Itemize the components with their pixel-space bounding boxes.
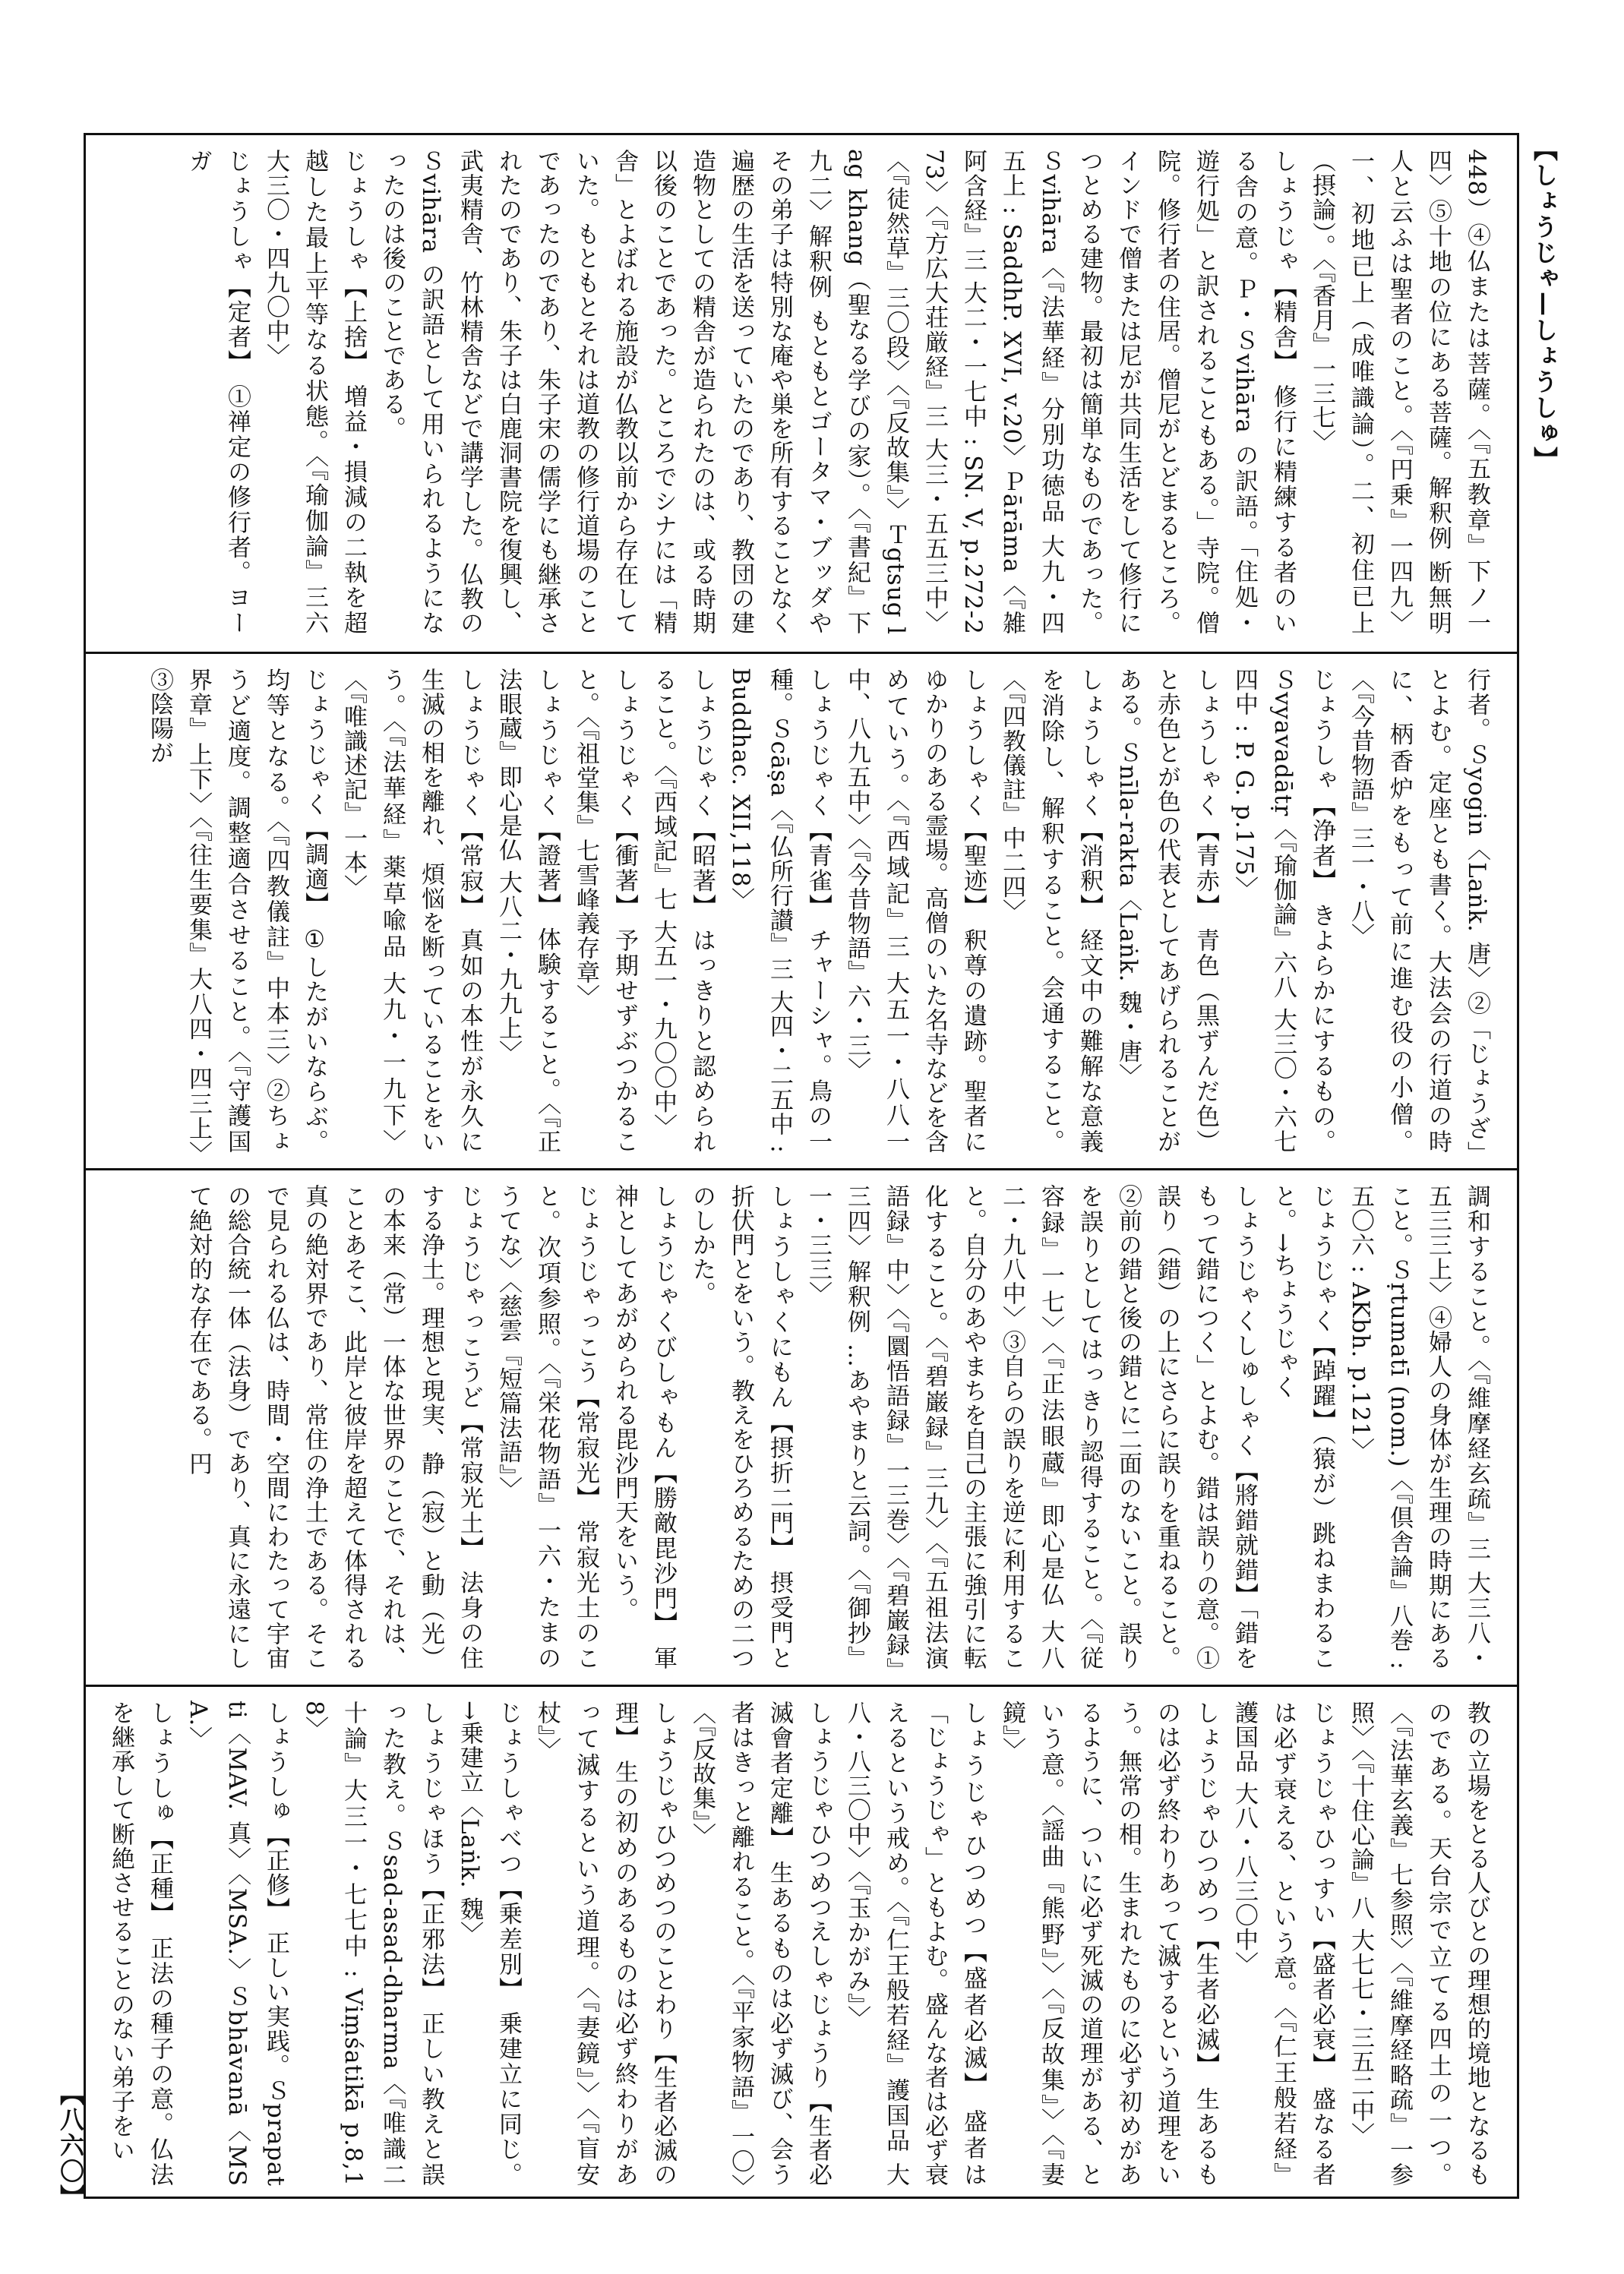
tier-2 (86, 652, 1517, 1168)
tier-4 (86, 1685, 1517, 2201)
tier-3 (86, 1168, 1517, 1685)
tier-1-text: 448）④仏または菩薩。〈『五教章』下ノ一四〉⑤十地の位にある菩薩。解釈例 断無明人と云ふは聖者のこと。〈『円乗』一四九〉一、初地已上（成唯識論）。二、初住已上（摂論）。〈『香月』一三七〉 しょうじゃ【精舎】 修行に精練する者のいる舎の意。Ｐ・Ｓvihāra の訳語。「住処・遊行処」と訳されることもある。」寺院。僧院。修行者の住居。僧尼がとどまるところ。インドで僧または尼が共同生活をして修行につとめる建物。最初は簡単なものであった。Ｓvihāra〈『法華経』分別功徳品 大九・四五上 : SaddhP. XVI, v.20〉Ｐārāma〈『雑阿含経』三 大二・一七中 : SN. V, p.272-273〉〈『方広大荘厳経』三 大三・五五三中〉〈『徒然草』三〇段〉〈『反故集』〉Ｔgtsug lag khang（聖なる学びの家）。〈『書紀』下九二〉解釈例 もともとゴータマ・ブッダやその弟子は特別な庵や巣を所有することなく遍歴の生活を送っていたのであり、教団の建造物としての精舎が造られたのは、或る時期以後のことであった。ところでシナには「精舎」とよばれる施設が仏教以前から存在していた。もともとそれは道教の修行道場のことであったのであり、朱子宋の儒学にも継承されたのであり、朱子は白鹿洞書院を復興し、武夷精舎、竹林精舎などで講学した。仏教のＳvihāra の訳語として用いられるようになったのは後のことである。 じょうしゃ【上捨】 増益・損減の二執を超越した最上平等なる状態。〈『瑜伽論』三六 大三〇・四九〇中〉 じょうしゃ【定者】 ①禅定の修行者。ヨーガ (185, 149, 1490, 635)
dictionary-page (84, 133, 1519, 2199)
tier-1 (86, 135, 1517, 652)
tier-2-text: 行者。Ｓyogin〈Laṅk. 唐〉②「じょうざ」とよむ。定座とも書く。大法会の行道の時に、柄香炉をもって前に進む役の小僧。〈『今昔物語』三一・八〉 じょうしゃ【浄者】 きよらかにするもの。Ｓvyavadātṛ〈『瑜伽論』六八 大三〇・六七四中 : P. G. p.175〉 しょうしゃく【青赤】 青色（黒ずんだ色）と赤色とが色の代表としてあげられることがある。Ｓnīla-rakta〈Laṅk. 魏・唐〉 しょうしゃく【消釈】 経文中の難解な意義を消除し、解釈すること。会通すること。〈『四教儀註』中二四〉 しょうしゃく【聖迹】 釈尊の遺跡。聖者にゆかりのある霊場。高僧のいた名寺などを含めていう。〈『西域記』三 大五一・八八一中、八九五中〉〈『今昔物語』六・三〉 しょうじゃく【青雀】 チャーシャ。鳥の一種。Ｓcāṣa〈『仏所行讃』三 大四・二五中 : Buddhac. XII,118〉 しょうじゃく【昭著】 はっきりと認められること。〈『西域記』七 大五一・九〇〇中〉 しょうじゃく【衝著】 予期せずぶつかること。〈『祖堂集』七雪峰義存章〉 しょうじゃく【證著】 体験すること。〈『正法眼蔵』即心是仏 大八二・九九上〉 しょうじゃく【常寂】 真如の本性が永久に生滅の相を離れ、煩悩を断っていることをいう。〈『法華経』薬草喩品 大九・一九下〉〈『唯識述記』一本〉 じょうじゃく【調適】 ①したがいならぶ。均等となる。〈『四教儀註』中本三〉②ちょうど適度。調整適合させること。〈『守護国界章』上下〉〈『往生要集』大八四・四三上〉③陰陽が (146, 668, 1490, 1154)
tier-4-text: 教の立場をとる人びとの理想的境地となるものである。天台宗で立てる四土の一つ。〈『法華玄義』七参照〉〈『維摩経略疏』一参照〉〈『十住心論』八 大七七・三五二中〉 じょうじゃひっすい【盛者必衰】 盛なる者は必ず衰える、という意。〈『仁王般若経』護国品 大八・八三〇中〉 しょうじゃひつめつ【生者必滅】 生あるものは必ず終わりあって滅するという道理をいう。無常の相。生まれたものに必ず初めがあるように、ついに必ず死滅の道理がある、という意。〈謡曲『熊野』〉〈『反故集』〉〈『妻鏡』〉 しょうじゃひつめつ【盛者必滅】 盛者は「じょうじゃ」ともよむ。盛んな者は必ず衰えるという戒め。〈『仁王般若経』護国品 大八・八三〇中〉〈『玉かがみ』〉 しょうじゃひつめつえしゃじょうり【生者必滅會者定離】 生あるものは必ず滅び、会う者はきっと離れること。〈『平家物語』一〇〉〈『反故集』〉 しょうじゃひつめつのことわり【生者必滅の理】 生の初めのあるものは必ず終わりがあって滅するという道理。〈『妻鏡』〉〈『盲安杖』〉 じょうしゃべつ【乗差別】 乗建立に同じ。→乗建立〈Laṅk. 魏〉 しょうじゃほう【正邪法】 正しい教えと誤った教え。Ｓsad-asad-dharma〈『唯識二十論』大三一・七七中 : Viṃśatikā p.8,18〉 しょうしゅ【正修】 正しい実践。Ｓprapatti〈MAV. 真〉〈MSA.〉Ｓbhāvanā〈MSA.〉 しょうしゅ【正種】 正法の種子の意。仏法を継承して断絶させることのない弟子をい (107, 1701, 1490, 2187)
page-number: 【八六〇】 (56, 2081, 85, 2210)
running-head: 【しょうじゃ—しょうしゅ】 (1530, 137, 1559, 472)
tier-3-text: 調和すること。〈『維摩経玄疏』三 大三八・五三三上〉④婦人の身体が生理の時期にあること。Ｓṛtumatī (nom.)〈『倶舎論』八巻 : 五〇六 : AKbh. p.121〉 じょうじゃく【踔躍】（猿が）跳ねまわること。→ちょうじゃく しょうじゃくしゅしゃく【將錯就錯】「錯をもって錯につく」とよむ。錯は誤りの意。①誤り（錯）の上にさらに誤りを重ねること。②前の錯と後の錯とに二面のないこと。誤りを誤りとしてはっきり認得すること。〈『従容録』一七〉〈『正法眼蔵』即心是仏 大八二・九八中〉③自らの誤りを逆に利用すること。自分のあやまちを自己の主張に強引に転化すること。〈『碧巌録』三九〉〈『五祖法演語録』中〉〈『圜悟語録』一三巻〉〈『碧巌録』三四〉解釈例 …あやまりと云詞。〈『御抄』一・三三〉 しょうしゃくにもん【摂折二門】 摂受門と折伏門とをいう。教えをひろめるための二つのしかた。 しょうじゃくびしゃもん【勝敵毘沙門】 軍神としてあがめられる毘沙門天をいう。 じょうじゃっこう【常寂光】 常寂光土のこと。次項参照。〈『栄花物語』一六・たまのうてな〉〈慈雲『短篇法語』〉 じょうじゃっこうど【常寂光土】 法身の住する浄土。理想と現実、静（寂）と動（光）の本来（常）一体な世界のことで、それは、ことあそこ、此岸と彼岸を超えて体得される真の絶対界であり、常住の浄土である。そこで見られる仏は、時間・空間にわたって宇宙の総合統一体（法身）であり、真に永遠にして絶対的な存在である。円 (185, 1184, 1490, 1670)
